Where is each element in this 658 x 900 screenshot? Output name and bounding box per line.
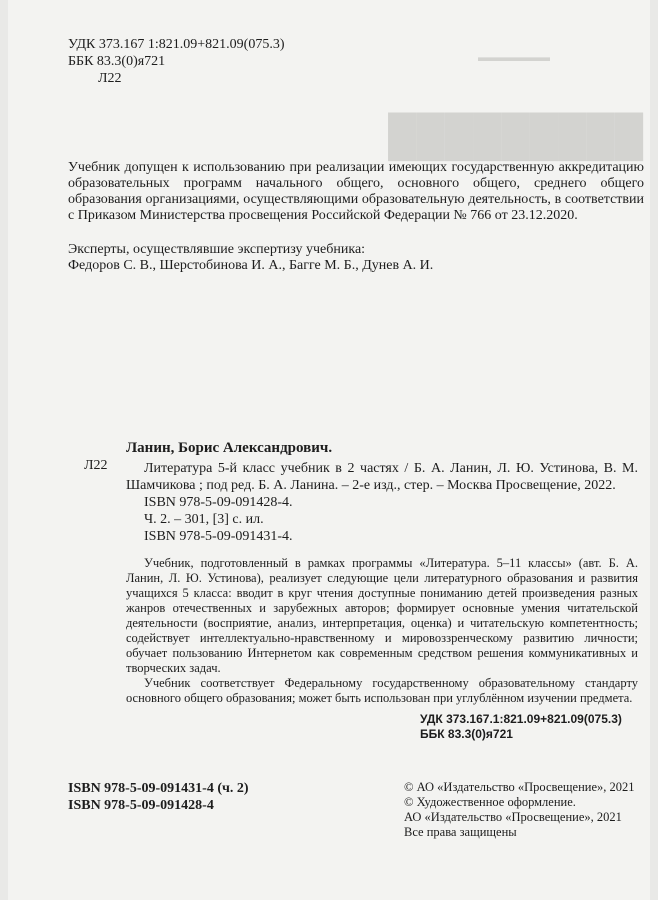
copyright-line-3: АО «Издательство «Просвещение», 2021 xyxy=(404,810,622,824)
record-description: Литература 5-й класс учебник в 2 частях / Б. А. Ланин, Л. Ю. Устинова, В. М. Шамчикова ; под ред. Б. А. Ланина. – 2-е изд., стер. – Москва Просвещение, 2022. xyxy=(126,461,638,493)
experts-names: Федоров С. В., Шерстобинова И. А., Багге М. Б., Дунев А. И. xyxy=(68,258,434,273)
copyright-line-4: Все права защищены xyxy=(404,825,517,839)
author-mark: Л22 xyxy=(98,71,122,86)
copyright-line-1: © АО «Издательство «Просвещение», 2021 xyxy=(404,780,635,794)
udk-bbk-block-top xyxy=(68,36,285,87)
bleed-through-decoration: █████████ xyxy=(388,113,644,158)
annotation-paragraph-1: Учебник, подготовленный в рамках программы «Литература. 5–11 классы» (авт. Б. А. Ланин, Л. Ю. Устинова), реализует следующие цели литературного образования и развития учащихся 5 класса: вводит в круг чтения доступные пониманию детей произведения разных жанров отечественных и зарубежных авторов; формирует основные умения читательской деятельности (восприятие, анализ, интерпретация, оценка) и читательскую компетентность; содействует интеллектуально-нравственному и мировоззренческому развитию личности; обучает пользованию Интернетом как современным средством решения коммуникативных и творческих задач. xyxy=(126,556,638,675)
udk-code-bottom: УДК 373.167.1:821.09+821.09(075.3) xyxy=(420,712,622,726)
isbn-general: ISBN 978-5-09-091428-4 xyxy=(68,798,214,813)
copyright-block xyxy=(404,780,635,840)
bleed-through-decoration: ▬▬▬▬▬▬ xyxy=(478,50,550,64)
udk-bbk-block-bottom xyxy=(420,712,622,742)
record-author-mark: Л22 xyxy=(84,458,108,473)
bbk-code-bottom: ББК 83.3(0)я721 xyxy=(420,727,513,741)
experts-block xyxy=(68,242,433,274)
isbn-block xyxy=(68,780,249,814)
isbn-part: ISBN 978-5-09-091431-4 (ч. 2) xyxy=(68,781,249,796)
page xyxy=(8,0,650,900)
record-isbn-part: ISBN 978-5-09-091431-4. xyxy=(144,529,293,544)
record-pages: Ч. 2. – 301, [3] с. ил. xyxy=(144,512,264,527)
approval-statement: Учебник допущен к использованию при реализации имеющих государственную аккредитацию образовательных программ начального общего, основного общего, среднего общего образования организациями, осуществляющими образовательную деятельность, в соответствии с Приказом Министерства просвещения Российской Федерации № 766 от 23.12.2020. xyxy=(68,160,644,223)
udk-code: УДК 373.167 1:821.09+821.09(075.3) xyxy=(68,37,285,52)
annotation xyxy=(126,556,638,706)
record-isbn-general: ISBN 978-5-09-091428-4. xyxy=(144,495,293,510)
bibliographic-record xyxy=(126,440,638,545)
annotation-paragraph-2: Учебник соответствует Федеральному государственному образовательному стандарту основного общего образования; может быть использован при углублённом изучении предмета. xyxy=(126,676,638,705)
bbk-code: ББК 83.3(0)я721 xyxy=(68,54,166,69)
record-author: Ланин, Борис Александрович. xyxy=(126,440,333,456)
experts-heading: Эксперты, осуществлявшие экспертизу учебника: xyxy=(68,242,366,257)
copyright-line-2: © Художественное оформление. xyxy=(404,795,576,809)
